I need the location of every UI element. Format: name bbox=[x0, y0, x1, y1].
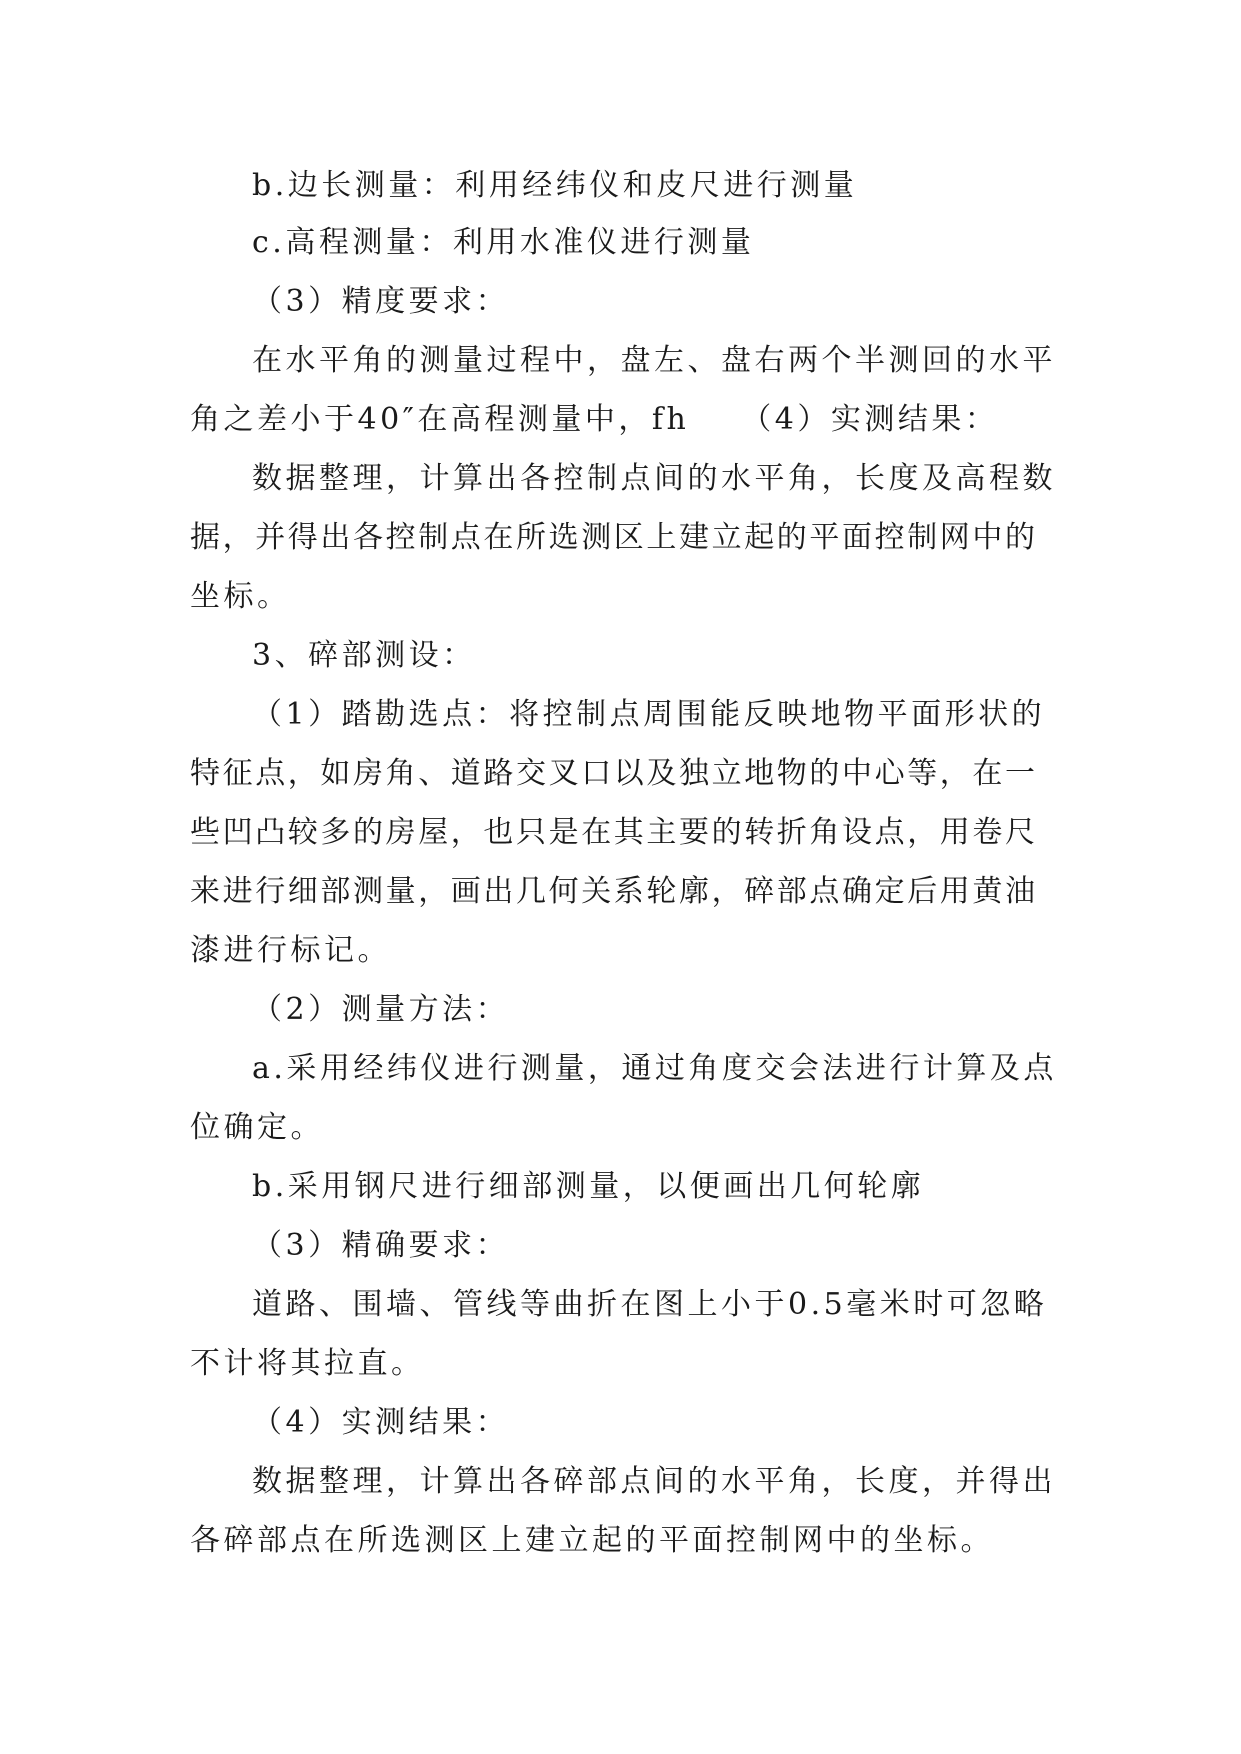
text-line: 道路、围墙、管线等曲折在图上小于0.5毫米时可忽略 bbox=[252, 1287, 1048, 1322]
text-line: 特征点，如房角、道路交叉口以及独立地物的中心等，在一 bbox=[190, 756, 1038, 791]
text-line: （3）精确要求： bbox=[252, 1228, 510, 1263]
text-line: b.边长测量：利用经纬仪和皮尺进行测量 bbox=[252, 168, 858, 203]
text-line: 不计将其拉直。 bbox=[190, 1346, 425, 1381]
text-line: （2）测量方法： bbox=[252, 992, 510, 1027]
text-line: 在水平角的测量过程中，盘左、盘右两个半测回的水平 bbox=[252, 343, 1056, 378]
text-line: 数据整理，计算出各控制点间的水平角，长度及高程数 bbox=[252, 461, 1056, 496]
text-line: c.高程测量：利用水准仪进行测量 bbox=[252, 225, 755, 260]
text-line: 位确定。 bbox=[190, 1110, 324, 1145]
text-line: 坐标。 bbox=[190, 579, 291, 614]
text-line: 角之差小于40″在高程测量中，fh （4）实测结果： bbox=[190, 402, 999, 437]
text-line: 漆进行标记。 bbox=[190, 933, 391, 968]
text-line: 3、碎部测设： bbox=[252, 638, 476, 673]
text-line: a.采用经纬仪进行测量，通过角度交会法进行计算及点 bbox=[252, 1051, 1057, 1086]
text-line: （4）实测结果： bbox=[252, 1405, 510, 1440]
text-line: 来进行细部测量，画出几何关系轮廓，碎部点确定后用黄油 bbox=[190, 874, 1038, 909]
text-line: 数据整理，计算出各碎部点间的水平角，长度，并得出 bbox=[252, 1464, 1056, 1499]
text-line: 些凹凸较多的房屋，也只是在其主要的转折角设点，用卷尺 bbox=[190, 815, 1038, 850]
text-line: （3）精度要求： bbox=[252, 284, 510, 319]
text-line: 各碎部点在所选测区上建立起的平面控制网中的坐标。 bbox=[190, 1523, 994, 1558]
text-line: 据，并得出各控制点在所选测区上建立起的平面控制网中的 bbox=[190, 520, 1038, 555]
text-line: （1）踏勘选点：将控制点周围能反映地物平面形状的 bbox=[252, 697, 1046, 732]
text-line: b.采用钢尺进行细部测量，以便画出几何轮廓 bbox=[252, 1169, 925, 1204]
